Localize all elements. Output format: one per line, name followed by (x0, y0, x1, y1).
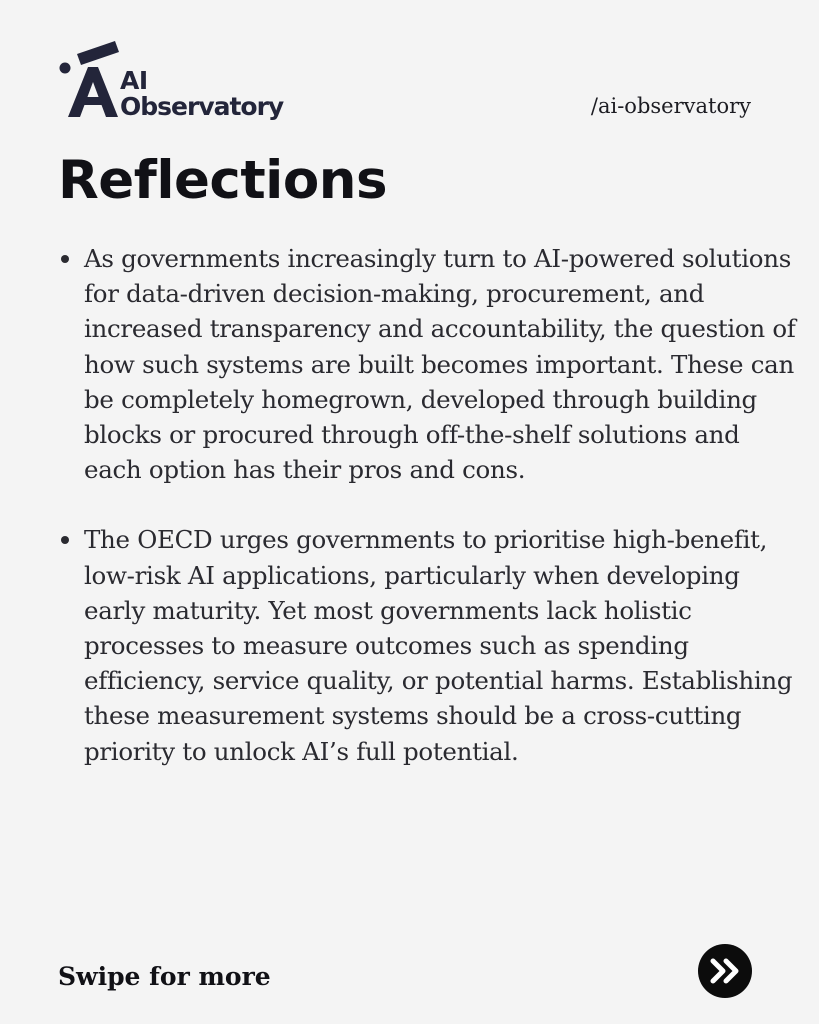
brand-logo (58, 40, 298, 130)
page-title: Reflections (58, 150, 388, 211)
next-button[interactable] (698, 944, 752, 998)
bullet-dot (61, 255, 69, 263)
list-item (58, 522, 798, 768)
logo-wordmark (120, 68, 283, 119)
bullet-dot (61, 536, 69, 544)
telescope-icon (58, 40, 128, 120)
swipe-label: Swipe for more (58, 962, 271, 991)
list-item (58, 241, 798, 487)
list-item-text: The OECD urges governments to prioritise high-benefit, low-risk AI applications, particularly when developing early maturity. Yet most governments lack holistic processes to measure outcomes such as spending efficiency, service quality, or potential harms. Establishing these measurement systems should be a cross-cutting priority to unlock AI’s full potential. (84, 525, 793, 766)
logo-line-observatory: Observatory (120, 92, 284, 121)
double-chevron-right-icon (698, 944, 752, 998)
social-handle: /ai-observatory (590, 94, 751, 118)
logo-line-ai: AI (120, 66, 148, 95)
reflection-list (58, 241, 798, 769)
list-item-text: As governments increasingly turn to AI-powered solutions for data-driven decision-making, procurement, and increased transparency and accountability, the question of how such systems are built becomes important. These can be completely homegrown, developed through building blocks or procured through off-the-shelf solutions and each option has their pros and cons. (84, 244, 796, 485)
